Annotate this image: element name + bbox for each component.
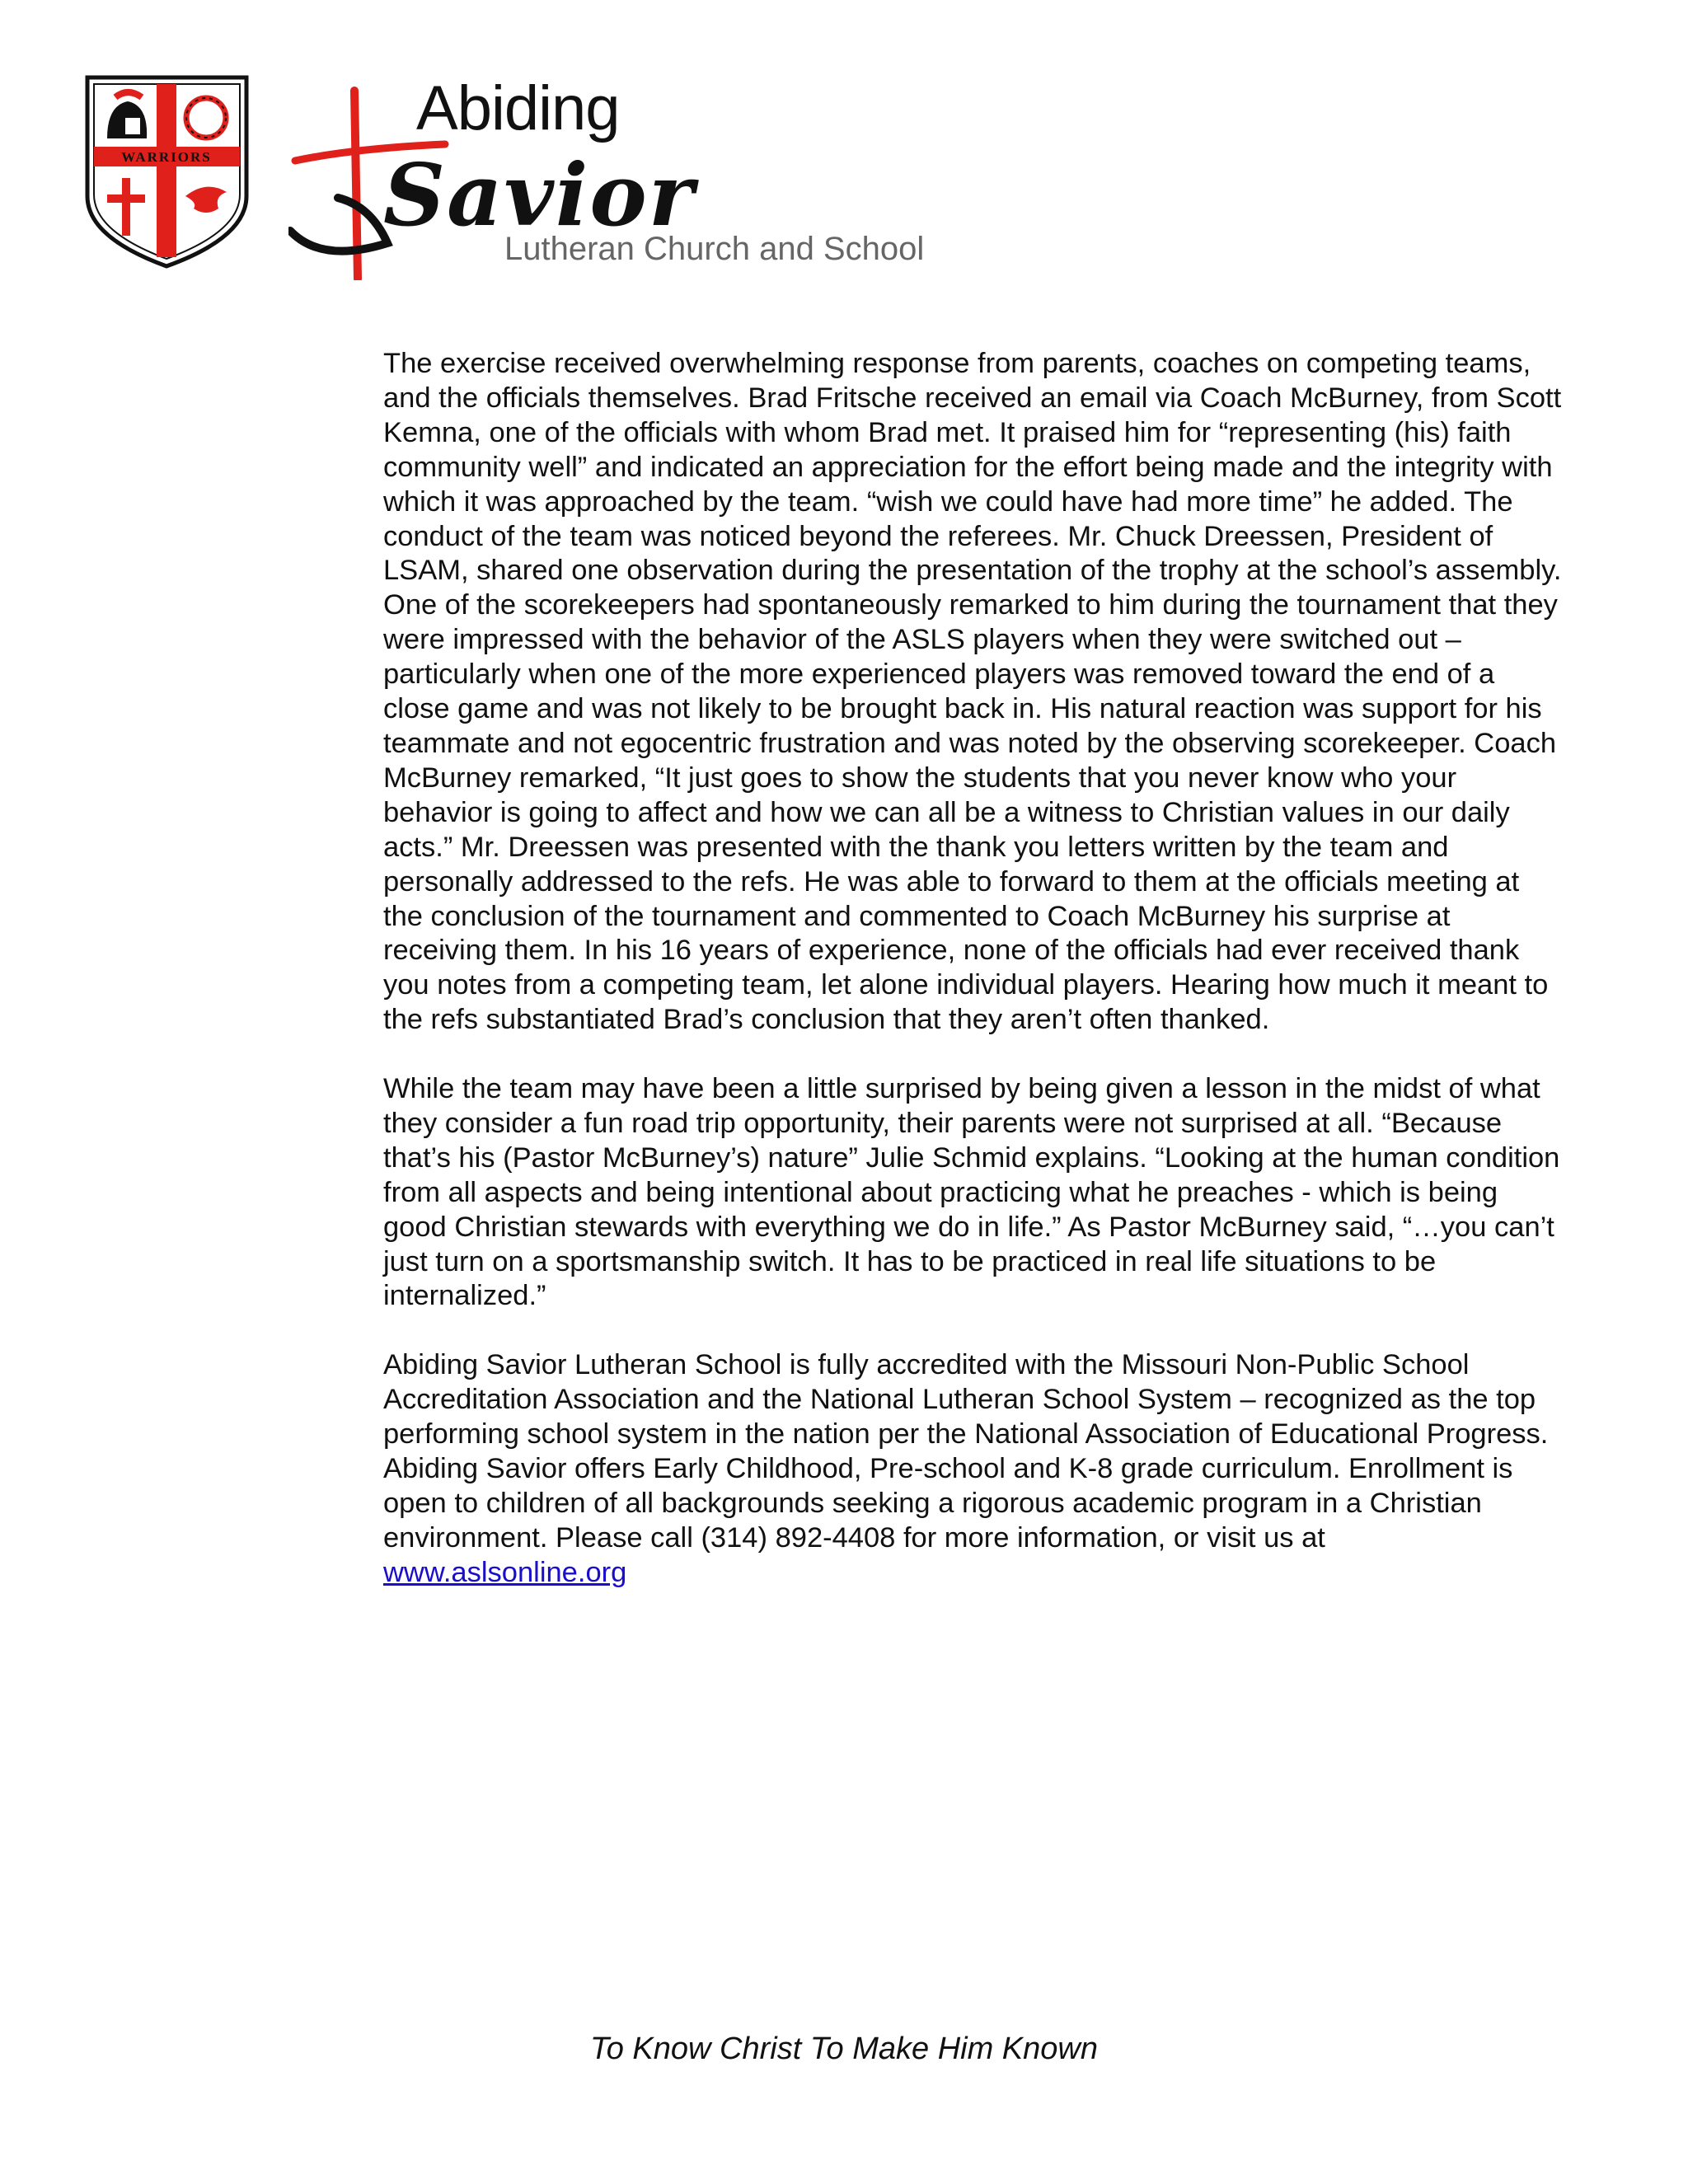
school-logo (288, 66, 925, 280)
logo-tagline: Lutheran Church and School (504, 231, 925, 267)
logo-word-abiding: Abiding (416, 73, 620, 143)
letterhead (82, 66, 925, 280)
paragraph-parents: While the team may have been a little surprised by being given a lesson in the midst of what they consider a fun road trip opportunity, their parents were not surprised at all. “Because that’s his (Pastor McBurney’s) nature” Julie Schmid explains. “Looking at the human condition from all aspects and being intentional about practicing what he preaches - which is being good Christian stewards with everything we do in life.” As Pastor McBurney said, “…you can’t just turn on a sportsmanship switch. It has to be practiced in real life situations to be internalized.” (383, 1073, 1560, 1312)
shield-crest-icon (82, 73, 251, 270)
paragraph-conduct: The exercise received overwhelming response from parents, coaches on competing teams, and the officials themselves. Brad Fritsche received an email via Coach McBurney, from Scott Kemna, one of the officials with whom Brad met. It praised him for “representing (his) faith community well” and indicated an appreciation for the effort being made and the integrity with which it was approached by the team. “wish we could have had more time” he added. The conduct of the team was noticed beyond the referees. Mr. Chuck Dreessen, President of LSAM, shared one observation during the presentation of the trophy at the school’s assembly. One of the scorekeepers had spontaneously remarked to him during the tournament that they were impressed with the behavior of the ASLS players when they were switched out – particularly when one of the more experienced players was removed toward the end of a close game and was not likely to be brought back in. His natural reaction was support for his teammate and not egocentric frustration and was noted by the observing scorekeeper. Coach McBurney remarked, “It just goes to show the students that you never know who your behavior is going to affect and how we can all be a witness to Christian values in our daily acts.” Mr. Dreessen was presented with the thank you letters written by the team and personally addressed to the refs. He was able to forward to them at the officials meeting at the conclusion of the tournament and commented to Coach McBurney his surprise at receiving them. In his 16 years of experience, none of the officials had ever received thank you notes from a competing team, let alone individual players. Hearing how much it meant to the refs substantiated Brad’s conclusion that they aren’t often thanked. (383, 348, 1562, 1036)
footer-motto: To Know Christ To Make Him Known (590, 2032, 1098, 2066)
crest-banner-text: WARRIORS (121, 149, 212, 165)
website-link[interactable]: www.aslsonline.org (383, 1556, 627, 1588)
paragraph-accreditation (383, 1348, 1562, 1590)
accreditation-text: Abiding Savior Lutheran School is fully accredited with the Missouri Non-Public School Accreditation Association and the National Lutheran School System – recognized as the top performing school system in the nation per the National Association of Educational Progress. Abiding Savior offers Early Childhood, Pre-school and K-8 grade curriculum. Enrollment is open to children of all backgrounds seeking a rigorous academic program in a Christian environment. Please call (314) 892-4408 for more information, or visit us at (383, 1349, 1549, 1554)
letter-body (383, 347, 1562, 1624)
logo-word-savior: Savior (383, 144, 696, 246)
